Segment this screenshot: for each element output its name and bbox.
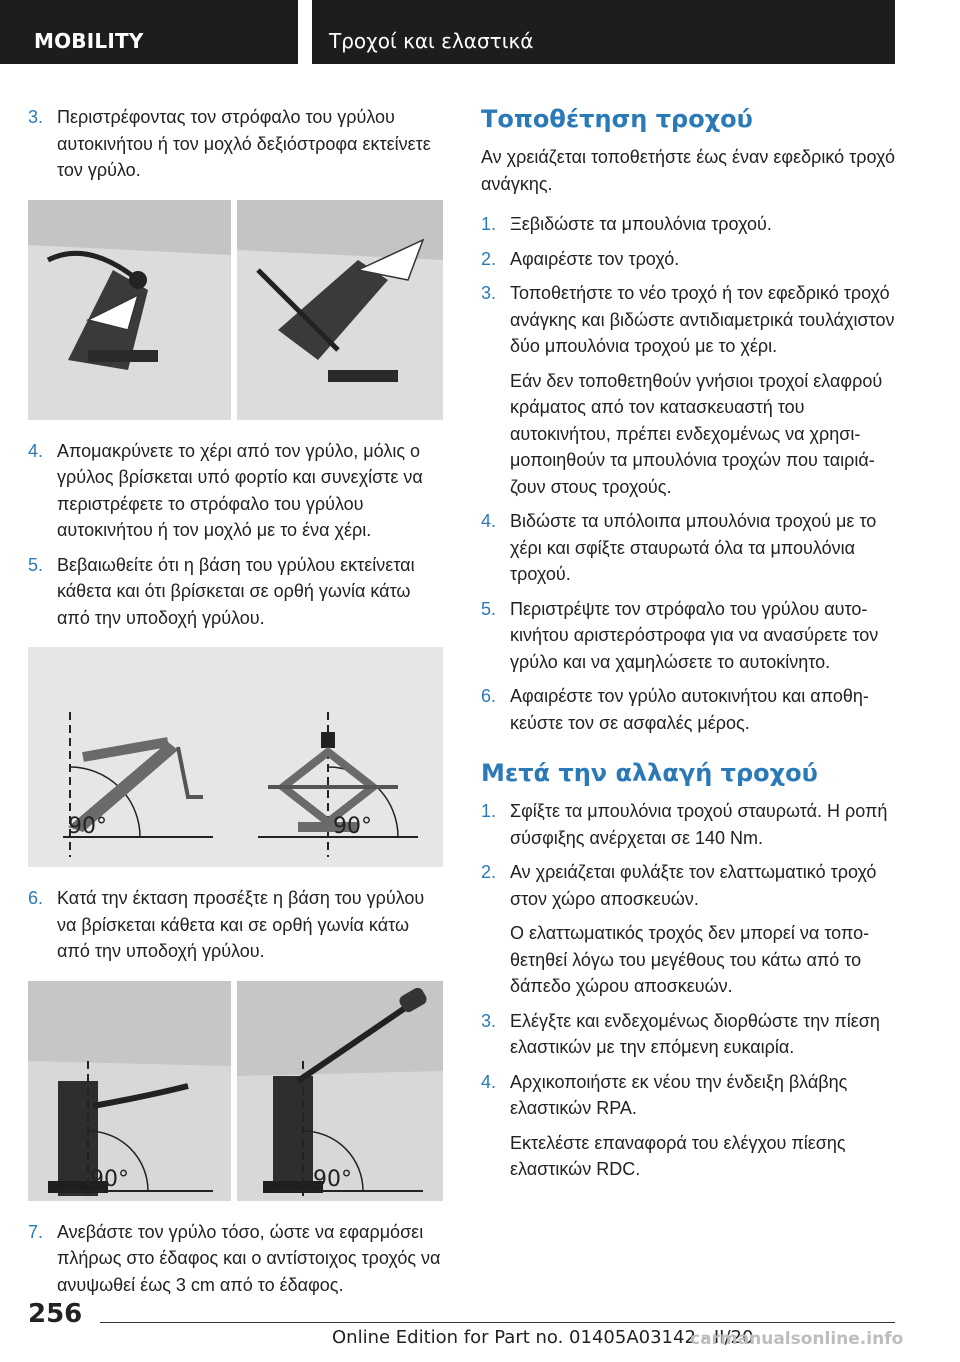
step-item bbox=[481, 596, 901, 676]
left-column bbox=[28, 104, 443, 1306]
jack-crank-illustration bbox=[28, 200, 443, 420]
step-text: Βεβαιωθείτε ότι η βάση του γρύλου εκτείνεται κάθετα και ότι βρίσκεται σε ορθή γωνία κάτω από την υποδοχή γρύλου. bbox=[57, 554, 415, 628]
step-number: 1. bbox=[481, 801, 497, 821]
jack-raised-illustration bbox=[28, 981, 443, 1201]
figure-jack-crank-handle bbox=[28, 200, 443, 420]
step-text: Τοποθετήστε το νέο τροχό ή τον εφεδρικό τροχό ανάγκης και βιδώστε αντιδιαμετρικά τουλάχιστον δύο μπουλόνια τροχού με το χέρι. bbox=[510, 283, 895, 356]
angle-label: 90° bbox=[68, 814, 107, 839]
step-text: Αφαιρέστε τον γρύλο αυτοκινήτου και αποθηκεύστε τον σε ασφαλές μέρος. bbox=[510, 686, 869, 733]
header-section-tab bbox=[0, 0, 298, 64]
step-number: 4. bbox=[28, 440, 44, 461]
step-item bbox=[481, 683, 901, 736]
step-text: Ανεβάστε τον γρύλο τόσο, ώστε να εφαρμόσει πλήρως στο έδαφος και ο αντίστοιχος τροχός να ανυψωθεί έως 3 cm από το έδαφος. bbox=[57, 1221, 441, 1295]
figure-jack-right-angle bbox=[28, 647, 443, 867]
section-title-after-wheel-change: Μετά την αλλαγή τροχού bbox=[481, 759, 818, 787]
step-number: 3. bbox=[28, 107, 44, 127]
step-text: Κατά την έκταση προσέξτε η βάση του γρύλου να βρίσκεται κάθετα και σε ορθή γωνία κάτω από την υποδοχή γρύλου. bbox=[57, 888, 425, 961]
step-number: 6. bbox=[481, 686, 497, 706]
watermark: carmanualsonline.info bbox=[690, 1329, 904, 1349]
step-note: Εάν δεν τοποθετηθούν γνήσιοι τροχοί ελαφρού κράματος από τον κατασκευαστή του αυτοκινήτου, πρέπει ενδεχομένως να χρησιμοποιηθούν τα μπουλόνια τροχών που ταιριάζουν στους τροχούς. bbox=[510, 370, 883, 497]
step-item bbox=[481, 798, 901, 851]
step-number: 4. bbox=[481, 1071, 497, 1092]
right-column bbox=[481, 104, 901, 1191]
step-text: Περιστρέφοντας τον στρόφαλο του γρύλου αυτοκινήτου ή τον μοχλό δεξιόστροφα εκτείνετε τον γρύλο. bbox=[57, 107, 431, 180]
step-item bbox=[481, 211, 901, 238]
step-text: Αφαιρέστε τον τροχό. bbox=[510, 248, 680, 269]
step-item bbox=[28, 885, 443, 965]
step-number: 3. bbox=[481, 1010, 497, 1031]
step-item bbox=[481, 508, 901, 588]
step-number: 5. bbox=[481, 598, 497, 619]
step-number: 7. bbox=[28, 1221, 44, 1242]
step-number: 4. bbox=[481, 511, 497, 531]
step-text: Βιδώστε τα υπόλοιπα μπουλόνια τροχού με το χέρι και σφίξτε σταυρωτά όλα τα μπουλόνια τροχού. bbox=[510, 511, 877, 584]
header-chapter-label: Τροχοί και ελαστικά bbox=[329, 29, 534, 53]
step-item bbox=[481, 859, 901, 912]
step-item bbox=[481, 1008, 901, 1061]
step-note: Εκτελέστε επαναφορά του ελέγχου πίεσης ελαστικών RDC. bbox=[510, 1132, 846, 1179]
footer-divider bbox=[100, 1322, 895, 1323]
step-number: 3. bbox=[481, 283, 497, 303]
step-text: Περιστρέψτε τον στρόφαλο του γρύλου αυτοκινήτου αριστερόστροφα για να ανασύρετε τον γρύλο και να χαμηλώσετε το αυτοκίνητο. bbox=[510, 598, 879, 672]
step-number: 2. bbox=[481, 248, 497, 269]
header-chapter-tab bbox=[312, 0, 895, 64]
angle-label: 90° bbox=[313, 1166, 352, 1192]
step-item bbox=[481, 280, 901, 360]
step-text: Απομακρύνετε το χέρι από τον γρύλο, μόλις ο γρύλος βρίσκεται υπό φορτίο και συνεχίστε να περιστρέφετε το στρόφαλο του γρύλου αυτοκινήτου ή τον μοχλό με το ένα χέρι. bbox=[57, 440, 423, 540]
step-number: 6. bbox=[28, 888, 44, 908]
step-item bbox=[481, 246, 901, 273]
header-section-label: MOBILITY bbox=[34, 29, 144, 53]
step-number: 2. bbox=[481, 862, 497, 882]
step-item bbox=[28, 552, 443, 632]
angle-label: 90° bbox=[333, 814, 372, 839]
step-item bbox=[481, 1069, 901, 1122]
step-number: 5. bbox=[28, 554, 44, 575]
step-text: Αρχικοποιήστε εκ νέου την ένδειξη βλάβης ελαστικών RPA. bbox=[510, 1071, 848, 1118]
step-text: Αν χρειάζεται φυλάξτε τον ελαττωματικό τροχό στον χώρο αποσκευών. bbox=[510, 862, 877, 909]
step-item bbox=[28, 1219, 443, 1299]
step-note: Ο ελαττωματικός τροχός δεν μπορεί να τοποθετηθεί λόγω του μεγέθους του κάτω από το δάπεδο χώρου αποσκευών. bbox=[510, 923, 870, 996]
figure-jack-raised bbox=[28, 981, 443, 1201]
step-item bbox=[28, 438, 443, 544]
step-text: Ξεβιδώστε τα μπουλόνια τροχού. bbox=[510, 214, 772, 234]
section-title-mount-wheel: Τοποθέτηση τροχού bbox=[481, 105, 753, 133]
footer-edition: Online Edition for Part no. 01405A03142 - II/20 bbox=[332, 1327, 754, 1348]
angle-label: 90° bbox=[90, 1166, 129, 1192]
section-intro: Αν χρειάζεται τοποθετήστε έως έναν εφεδρικό τροχό ανάγκης. bbox=[481, 147, 896, 194]
jack-angle-illustration bbox=[28, 647, 443, 867]
page-number: 256 bbox=[28, 1299, 83, 1329]
step-text: Ελέγξτε και ενδεχομένως διορθώστε την πίεση ελαστικών με την επόμενη ευκαιρία. bbox=[510, 1010, 880, 1057]
step-number: 1. bbox=[481, 214, 497, 234]
step-item bbox=[28, 104, 443, 184]
step-text: Σφίξτε τα μπουλόνια τροχού σταυρωτά. Η ροπή σύσφιξης ανέρχεται σε 140 Nm. bbox=[510, 801, 888, 848]
